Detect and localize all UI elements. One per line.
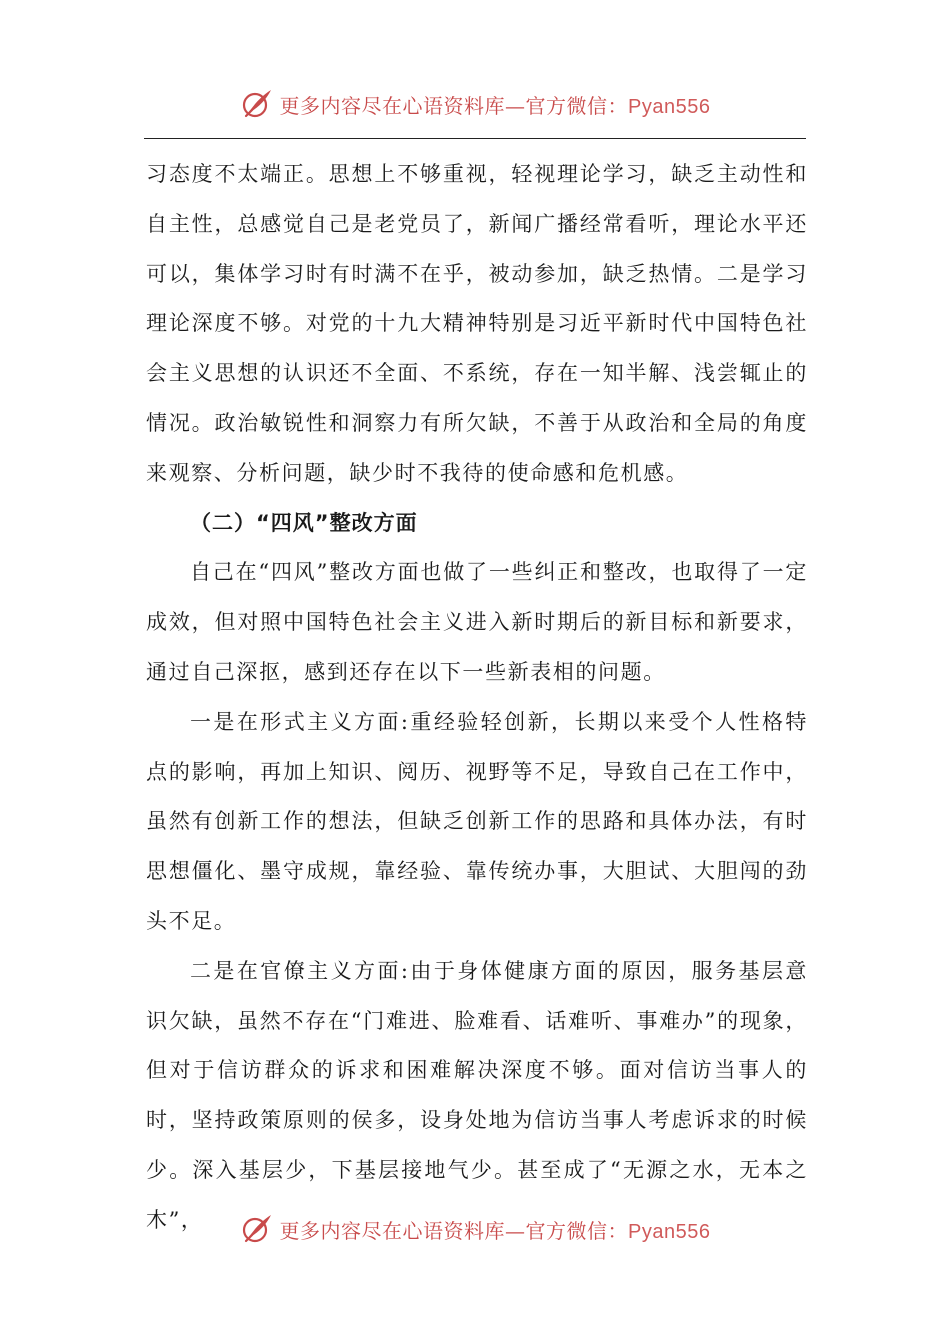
footer-watermark-handle: Pyan556 xyxy=(628,1220,711,1243)
body-paragraph-continuation: 习态度不太端正。思想上不够重视，轻视理论学习，缺乏主动性和自主性，总感觉自己是老党员了，新闻广播经常看听，理论水平还可以，集体学习时有时满不在乎，被动参加，缺乏热情。二是学习理论深度不够。对党的十九大精神特别是习近平新时代中国特色社会主义思想的认识还不全面、不系统，存在一知半解、浅尝辄止的情况。政治敏锐性和洞察力有所欠缺，不善于从政治和全局的角度来观察、分析问题，缺少时不我待的使命感和危机感。 xyxy=(146,162,808,485)
header-watermark-label: 官方微信： xyxy=(525,93,629,118)
header-watermark-text xyxy=(280,90,711,119)
header-watermark-handle: Pyan556 xyxy=(628,95,711,118)
section-heading-four-winds: （二）“四风”整改方面 xyxy=(190,510,418,535)
header-watermark-main: 更多内容尽在心语资料库 xyxy=(279,93,506,118)
header-divider xyxy=(144,138,806,139)
footer-watermark-dash: — xyxy=(505,1218,526,1243)
header-watermark-dash: — xyxy=(505,93,526,118)
body-paragraph-intro: 自己在“四风”整改方面也做了一些纠正和整改，也取得了一定成效，但对照中国特色社会主义进入新时期后的新目标和新要求，通过自己深抠，感到还存在以下一些新表相的问题。 xyxy=(146,560,808,684)
quill-logo-icon xyxy=(240,87,274,121)
footer-watermark-main: 更多内容尽在心语资料库 xyxy=(279,1218,506,1243)
document-body xyxy=(146,150,808,1246)
quill-logo-icon xyxy=(240,1212,274,1246)
page-footer-watermark xyxy=(0,1211,950,1247)
body-paragraph-formalism: 一是在形式主义方面:重经验轻创新，长期以来受个人性格特点的影响，再加上知识、阅历、视野等不足，导致自己在工作中，虽然有创新工作的想法，但缺乏创新工作的思路和具体办法，有时思想僵化、墨守成规，靠经验、靠传统办事，大胆试、大胆闯的劲头不足。 xyxy=(146,709,808,933)
footer-watermark-label: 官方微信： xyxy=(525,1218,629,1243)
page-header-watermark xyxy=(0,86,950,122)
body-paragraph-bureaucratism: 二是在官僚主义方面:由于身体健康方面的原因，服务基层意识欠缺，虽然不存在“门难进、脸难看、话难听、事难办”的现象，但对于信访群众的诉求和困难解决深度不够。面对信访当事人的时，坚持政策原则的侯多，设身处地为信访当事人考虑诉求的时候少。深入基层少，下基层接地气少。甚至成了“无源之水，无本之木”， xyxy=(146,958,808,1232)
footer-watermark-text xyxy=(280,1215,711,1244)
